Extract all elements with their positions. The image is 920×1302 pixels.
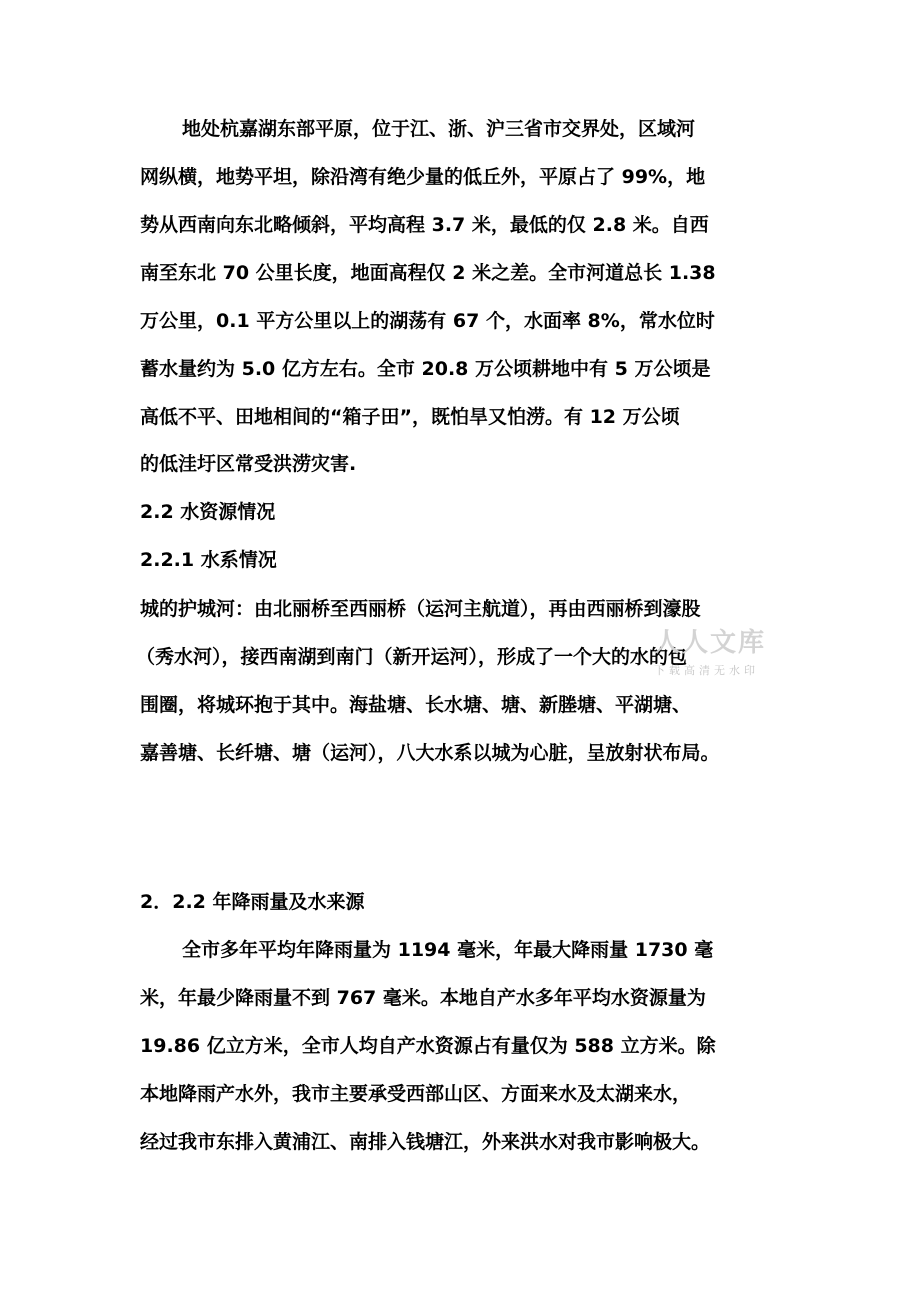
watermark-title: 人人文库 (654, 628, 767, 658)
paragraph-line: 围圈，将城环抱于其中。海盐塘、长水塘、塘、新塍塘、平湖塘、 (140, 694, 692, 716)
paragraph-line: 南至东北 70 公里长度，地面高程仅 2 米之差。全市河道总长 1.38 (140, 262, 716, 284)
paragraph-line: 蓄水量约为 5.0 亿方左右。全市 20.8 万公顷耕地中有 5 万公顷是 (140, 358, 711, 380)
paragraph-line: 高低不平、田地相间的“箱子田”，既怕旱又怕涝。有 12 万公顷 (140, 406, 680, 428)
paragraph-line: 米，年最少降雨量不到 767 毫米。本地自产水多年平均水资源量为 (140, 987, 706, 1009)
paragraph-line: 全市多年平均年降雨量为 1194 毫米，年最大降雨量 1730 毫 (182, 939, 714, 961)
section-heading: 2.2 水资源情况 (140, 501, 276, 523)
paragraph-line: 城的护城河：由北丽桥至西丽桥（运河主航道），再由西丽桥到濠股 (140, 598, 701, 620)
paragraph-line: 的低洼圩区常受洪涝灾害. (140, 453, 357, 475)
watermark-subtitle: 下载高清无水印 (654, 664, 759, 677)
paragraph-line: 本地降雨产水外，我市主要承受西部山区、方面来水及太湖来水， (140, 1083, 692, 1105)
paragraph-line: 万公里，0.1 平方公里以上的湖荡有 67 个，水面率 8%，常水位时 (140, 310, 715, 332)
subsection-heading: 2．2.2 年降雨量及水来源 (140, 891, 365, 913)
paragraph-line: 经过我市东排入黄浦江、南排入钱塘江，外来洪水对我市影响极大。 (140, 1131, 711, 1153)
paragraph-line: 网纵横，地势平坦，除沿湾有绝少量的低丘外，平原占了 99%，地 (140, 166, 706, 188)
paragraph-line: 嘉善塘、长纤塘、塘（运河），八大水系以城为心脏，呈放射状布局。 (140, 742, 720, 764)
paragraph-line: 势从西南向东北略倾斜，平均高程 3.7 米，最低的仅 2.8 米。自西 (140, 214, 709, 236)
subsection-heading: 2.2.1 水系情况 (140, 549, 277, 571)
paragraph-line: 地处杭嘉湖东部平原，位于江、浙、沪三省市交界处，区域河 (182, 118, 696, 140)
paragraph-line: 19.86 亿立方米，全市人均自产水资源占有量仅为 588 立方米。除 (140, 1035, 716, 1057)
paragraph-line: （秀水河），接西南湖到南门（新开运河），形成了一个大的水的包 (136, 646, 688, 668)
